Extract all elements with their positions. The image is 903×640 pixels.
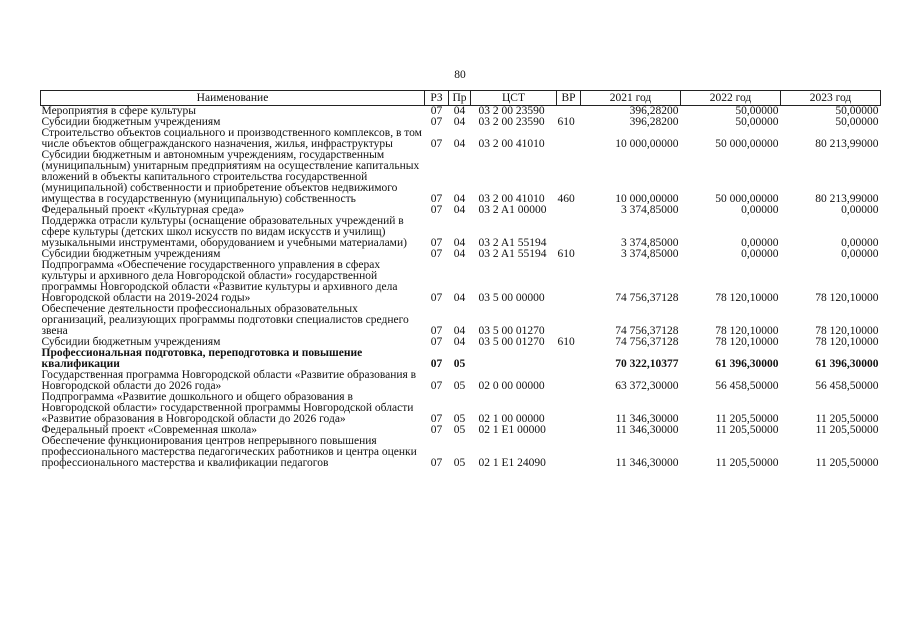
row-2022: 0,00000	[741, 237, 779, 249]
row-pr: 04	[453, 248, 466, 260]
page-number: 80	[454, 69, 466, 81]
row-cst: 03 2 A1 00000	[478, 204, 547, 216]
row-2022: 78 120,10000	[715, 292, 779, 304]
row-2021: 10 000,00000	[615, 193, 679, 205]
row-2022: 78 120,10000	[715, 336, 779, 348]
row-2023: 80 213,99000	[815, 193, 879, 205]
row-2023: 78 120,10000	[815, 336, 879, 348]
row-pr: 04	[453, 138, 466, 150]
row-rz: 07	[430, 138, 443, 150]
row-name: Обеспечение деятельности профессиональных образовательных организаций, реализующих программы подготовки специалистов среднего звена	[41, 303, 409, 337]
row-vr: 460	[557, 193, 575, 205]
row-2023: 61 396,30000	[815, 358, 879, 370]
header-name: Наименование	[41, 91, 425, 106]
row-rz: 07	[430, 325, 443, 337]
row-2022: 11 205,50000	[715, 457, 779, 469]
row-pr: 04	[453, 193, 466, 205]
row-name: Подпрограмма «Развитие дошкольного и общего образования в Новгородской области» государственной программы Новгородской области «Развитие образования в Новгородской области до 2026 года»	[41, 391, 414, 425]
row-pr: 04	[453, 325, 466, 337]
row-name: Поддержка отрасли культуры (оснащение образовательных учреждений в сфере культуры (детских школ искусств по видам искусств и училищ) музыкальными инструментами, оборудованием и учебными материалами)	[41, 215, 407, 249]
row-2022: 50 000,00000	[715, 138, 779, 150]
row-name: Субсидии бюджетным и автономным учреждениям, государственным (муниципальным) унитарным предприятиям на осуществление капитальных вложений в объекты капитального строительства государственной (муниципальной) собственности и приобретение объектов недвижимого имущества в государственную (муниципальную) собственность	[41, 149, 420, 205]
row-name: Федеральный проект «Культурная среда»	[41, 204, 245, 216]
row-2022: 11 205,50000	[715, 424, 779, 436]
row-cst: 02 1 00 00000	[478, 413, 545, 425]
row-2022: 11 205,50000	[715, 413, 779, 425]
row-pr: 04	[453, 292, 466, 304]
table-row	[41, 150, 881, 205]
row-name: Мероприятия в сфере культуры	[41, 105, 197, 117]
table-row	[41, 392, 881, 425]
row-cst: 03 5 00 00000	[478, 292, 545, 304]
row-name: Федеральный проект «Современная школа»	[41, 424, 258, 436]
row-cst: 03 2 A1 55194	[478, 248, 547, 260]
row-2021: 11 346,30000	[615, 424, 679, 436]
row-2021: 11 346,30000	[615, 457, 679, 469]
table-body	[41, 106, 881, 470]
row-2022: 50,00000	[735, 105, 779, 117]
row-2022: 50 000,00000	[715, 193, 779, 205]
row-2023: 56 458,50000	[815, 380, 879, 392]
row-rz: 07	[430, 193, 443, 205]
row-cst: 02 1 E1 00000	[478, 424, 546, 436]
row-2021: 10 000,00000	[615, 138, 679, 150]
row-pr: 04	[453, 105, 466, 117]
row-2022: 0,00000	[741, 248, 779, 260]
row-rz: 07	[430, 413, 443, 425]
row-rz: 07	[430, 424, 443, 436]
row-rz: 07	[430, 116, 443, 128]
row-2021: 11 346,30000	[615, 413, 679, 425]
row-2023: 0,00000	[841, 237, 879, 249]
row-cst: 03 2 00 23590	[478, 116, 545, 128]
row-pr: 04	[453, 237, 466, 249]
row-vr	[557, 260, 581, 304]
row-name: Субсидии бюджетным учреждениям	[41, 116, 221, 128]
row-2022: 56 458,50000	[715, 380, 779, 392]
row-rz: 07	[430, 358, 443, 370]
row-2021: 3 374,85000	[621, 204, 679, 216]
header-2023: 2023 год	[781, 91, 881, 106]
row-pr: 05	[453, 457, 466, 469]
row-2021: 74 756,37128	[615, 336, 679, 348]
row-pr: 05	[453, 424, 466, 436]
table-row	[41, 260, 881, 304]
row-2023: 80 213,99000	[815, 138, 879, 150]
row-2021: 396,28200	[629, 105, 679, 117]
table-row	[41, 128, 881, 150]
row-2022: 61 396,30000	[715, 358, 779, 370]
row-rz: 07	[430, 204, 443, 216]
row-vr	[557, 304, 581, 337]
row-name: Строительство объектов социального и производственного комплексов, в том числе объектов общегражданского назначения, жилья, инфраструктуры	[41, 127, 422, 150]
row-vr	[557, 205, 581, 216]
row-vr: 610	[557, 336, 575, 348]
row-cst: 03 2 A1 55194	[478, 237, 547, 249]
row-2021: 74 756,37128	[615, 325, 679, 337]
row-name: Обеспечение функционирования центров непрерывного повышения профессионального мастерства педагогических работников и центра оценки профессионального мастерства и квалификации педагогов	[41, 435, 417, 469]
header-vr: ВР	[557, 91, 581, 106]
row-pr: 05	[453, 380, 466, 392]
row-vr	[557, 436, 581, 469]
row-vr: 610	[557, 248, 575, 260]
row-2021: 63 372,30000	[615, 380, 679, 392]
row-cst: 03 5 00 01270	[478, 336, 545, 348]
row-2021: 3 374,85000	[621, 237, 679, 249]
row-cst: 02 1 E1 24090	[478, 457, 546, 469]
row-rz: 07	[430, 292, 443, 304]
row-pr: 04	[453, 204, 466, 216]
row-cst: 03 2 00 41010	[478, 138, 545, 150]
row-2023: 11 205,50000	[815, 413, 879, 425]
row-2021: 396,28200	[629, 116, 679, 128]
table-header-row	[41, 91, 881, 106]
row-name: Подпрограмма «Обеспечение государственного управления в сферах культуры и архивного дела Новгородской области» государственной программы Новгородской области «Развитие культуры и архивного дела Новгородской области на 2019-2024 годы»	[41, 259, 398, 304]
row-name: Субсидии бюджетным учреждениям	[41, 248, 221, 260]
row-2022: 50,00000	[735, 116, 779, 128]
row-2023: 0,00000	[841, 248, 879, 260]
row-2023: 11 205,50000	[815, 424, 879, 436]
row-rz: 07	[430, 457, 443, 469]
row-2023: 0,00000	[841, 204, 879, 216]
table-row	[41, 436, 881, 469]
row-vr	[557, 216, 581, 249]
row-rz: 07	[430, 248, 443, 260]
row-vr: 610	[557, 116, 575, 128]
table-row	[41, 348, 881, 370]
row-vr	[557, 348, 581, 370]
row-2022: 0,00000	[741, 204, 779, 216]
row-cst: 02 0 00 00000	[478, 380, 545, 392]
header-2022: 2022 год	[681, 91, 781, 106]
row-name: Государственная программа Новгородской области «Развитие образования в Новгородской области до 2026 года»	[41, 369, 417, 392]
header-2021: 2021 год	[581, 91, 681, 106]
row-rz: 07	[430, 336, 443, 348]
row-name: Субсидии бюджетным учреждениям	[41, 336, 221, 348]
row-vr	[557, 392, 581, 425]
row-name: Профессиональная подготовка, переподготовка и повышение квалификации	[41, 347, 363, 370]
row-vr	[557, 128, 581, 150]
row-2023: 50,00000	[835, 116, 879, 128]
row-2023: 78 120,10000	[815, 292, 879, 304]
header-rz: РЗ	[425, 91, 449, 106]
row-cst: 03 5 00 01270	[478, 325, 545, 337]
row-cst	[471, 348, 557, 370]
table-row	[41, 370, 881, 392]
row-rz: 07	[430, 237, 443, 249]
row-cst: 03 2 00 23590	[478, 105, 545, 117]
row-2022: 78 120,10000	[715, 325, 779, 337]
row-2023: 11 205,50000	[815, 457, 879, 469]
row-2021: 70 322,10377	[615, 358, 679, 370]
row-cst: 03 2 00 41010	[478, 193, 545, 205]
row-rz: 07	[430, 105, 443, 117]
row-pr: 05	[453, 413, 466, 425]
row-vr	[557, 370, 581, 392]
header-cst: ЦСТ	[471, 91, 557, 106]
header-pr: Пр	[449, 91, 471, 106]
row-pr: 05	[453, 358, 466, 370]
row-rz: 07	[430, 380, 443, 392]
row-2021: 74 756,37128	[615, 292, 679, 304]
row-pr: 04	[453, 336, 466, 348]
row-2021: 3 374,85000	[621, 248, 679, 260]
row-2023: 50,00000	[835, 105, 879, 117]
table-row	[41, 304, 881, 337]
row-pr: 04	[453, 116, 466, 128]
budget-table	[40, 90, 881, 469]
row-2023: 78 120,10000	[815, 325, 879, 337]
table-row	[41, 216, 881, 249]
row-vr	[557, 425, 581, 436]
